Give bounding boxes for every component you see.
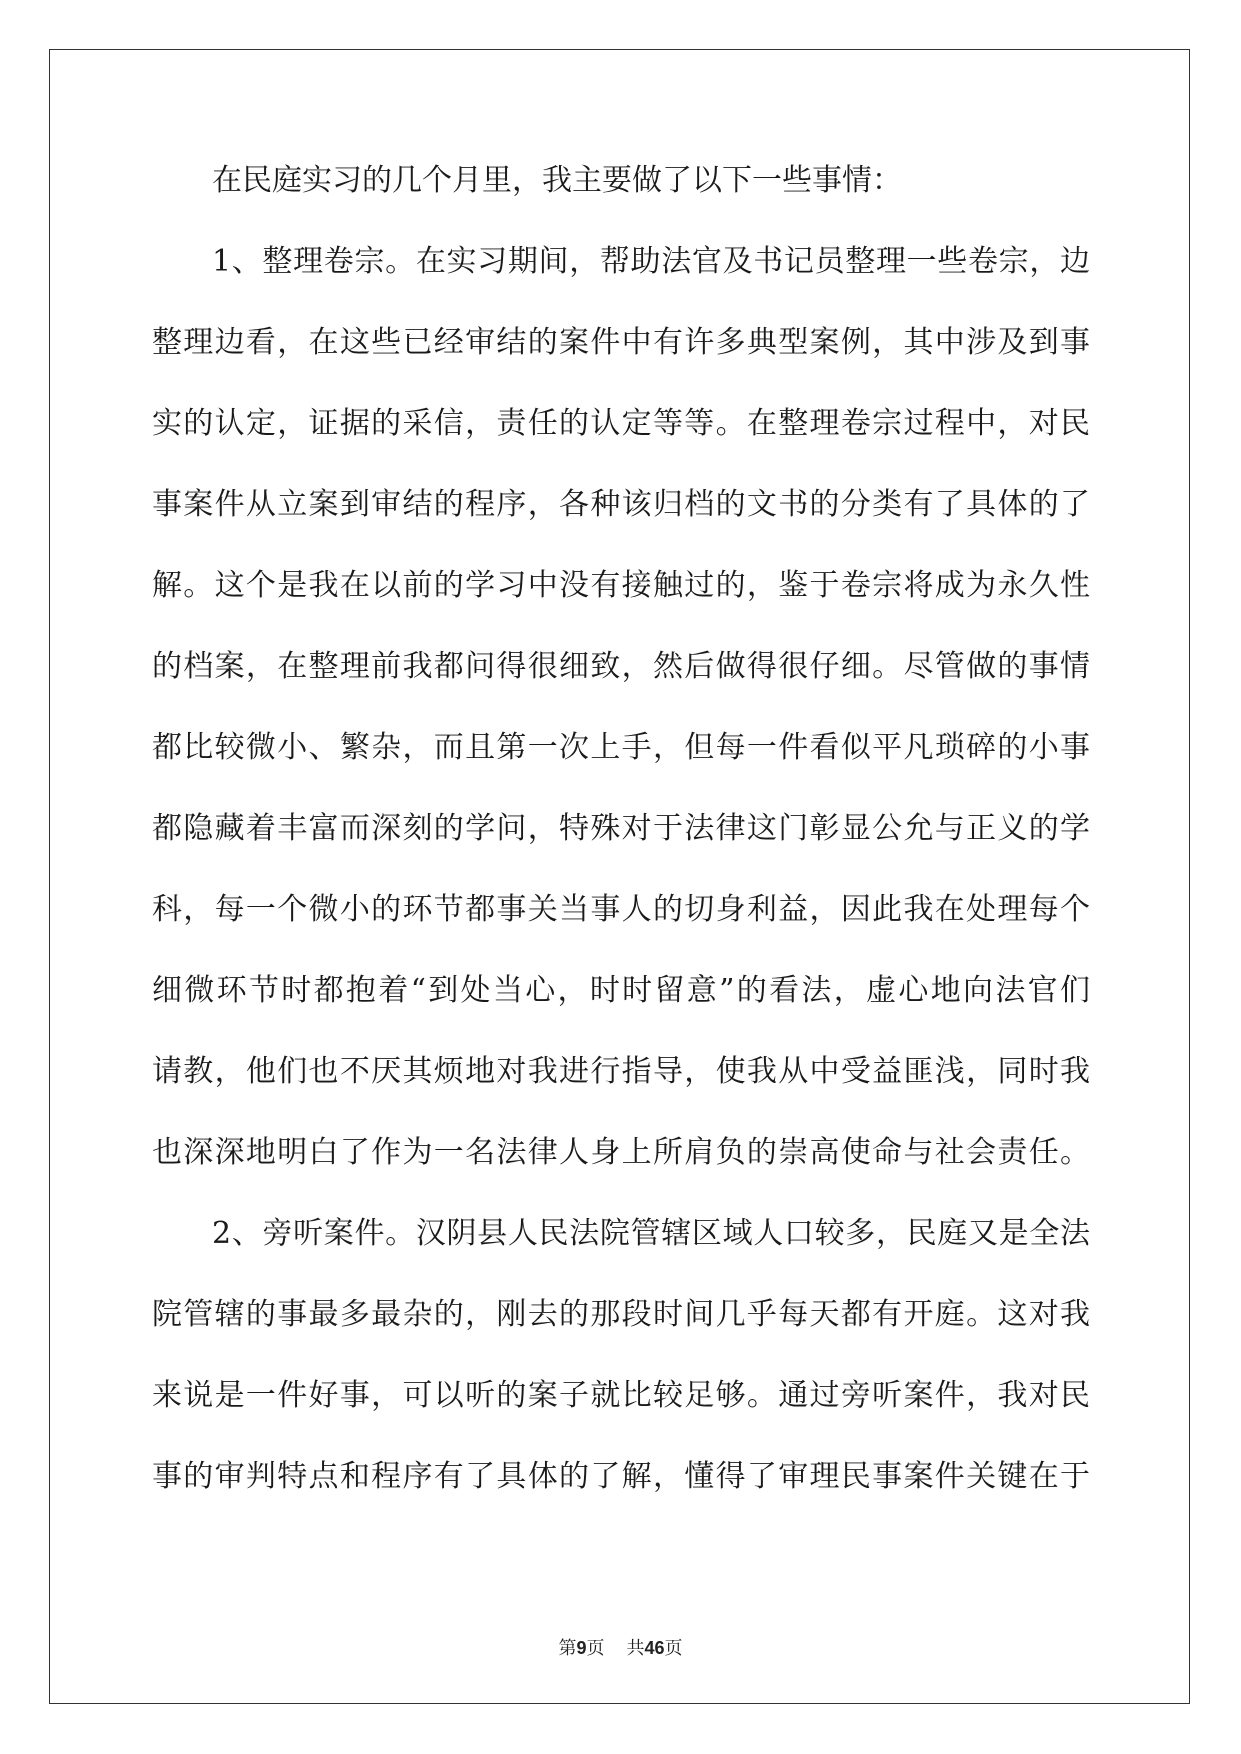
text-line: 事的审判特点和程序有了具体的了解，懂得了审理民事案件关键在于	[152, 1459, 1090, 1494]
text-line: 科，每一个微小的环节都事关当事人的切身利益，因此我在处理每个	[152, 892, 1090, 927]
page-suffix: 页	[586, 1638, 605, 1659]
total-suffix: 页	[664, 1638, 683, 1659]
text-line: 都隐藏着丰富而深刻的学问，特殊对于法律这门彰显公允与正义的学	[152, 811, 1090, 846]
total-prefix: 共	[626, 1638, 645, 1659]
total-pages: 46	[644, 1638, 665, 1658]
text-line: 整理边看，在这些已经审结的案件中有许多典型案例，其中涉及到事	[152, 325, 1090, 360]
text-line: 事案件从立案到审结的程序，各种该归档的文书的分类有了具体的了	[152, 487, 1090, 522]
text-line: 请教，他们也不厌其烦地对我进行指导，使我从中受益匪浅，同时我	[152, 1054, 1090, 1089]
text-line: 的档案，在整理前我都问得很细致，然后做得很仔细。尽管做的事情	[152, 649, 1090, 684]
page-prefix: 第	[558, 1638, 577, 1659]
document-body	[152, 160, 1090, 1537]
text-line: 2、旁听案件。汉阴县人民法院管辖区域人口较多，民庭又是全法	[212, 1216, 1090, 1251]
text-line: 细微环节时都抱着“到处当心，时时留意”的看法，虚心地向法官们	[152, 973, 1090, 1008]
text-line: 也深深地明白了作为一名法律人身上所肩负的崇高使命与社会责任。	[152, 1135, 1090, 1170]
text-line: 1、整理卷宗。在实习期间，帮助法官及书记员整理一些卷宗，边	[212, 244, 1090, 279]
text-line: 实的认定，证据的采信，责任的认定等等。在整理卷宗过程中，对民	[152, 406, 1090, 441]
text-line: 来说是一件好事，可以听的案子就比较足够。通过旁听案件，我对民	[152, 1378, 1090, 1413]
text-line: 院管辖的事最多最杂的，刚去的那段时间几乎每天都有开庭。这对我	[152, 1297, 1090, 1332]
text-line: 都比较微小、繁杂，而且第一次上手，但每一件看似平凡琐碎的小事	[152, 730, 1090, 765]
page-number: 9	[576, 1638, 587, 1658]
text-line: 解。这个是我在以前的学习中没有接触过的，鉴于卷宗将成为永久性	[152, 568, 1090, 603]
text-line: 在民庭实习的几个月里，我主要做了以下一些事情：	[212, 163, 902, 198]
page-footer	[0, 1637, 1241, 1660]
